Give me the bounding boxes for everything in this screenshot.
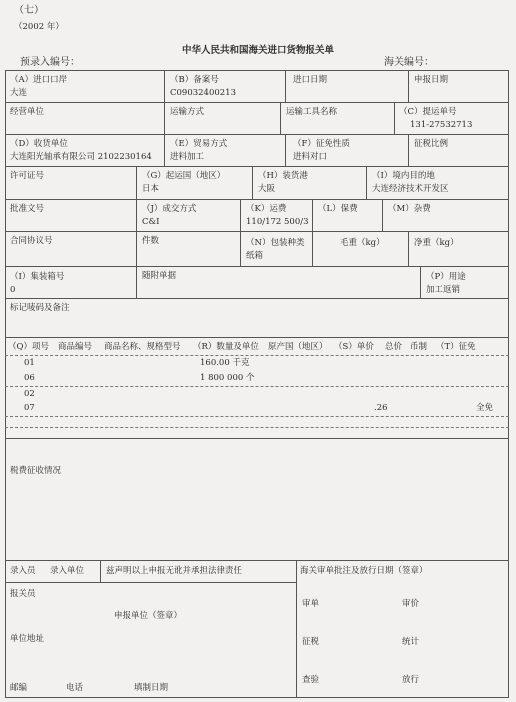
customs-number-label: 海关编号： bbox=[384, 57, 434, 68]
goods-header-quantity: （R）数量及单位 bbox=[193, 342, 259, 352]
goods-header-total: 总价 bbox=[385, 342, 403, 352]
statistics-label: 统计 bbox=[402, 637, 420, 647]
package-type-label: （N）包装种类 bbox=[246, 238, 305, 248]
net-weight-label: 净重（kg） bbox=[414, 238, 459, 248]
deal-mode-value: C&I bbox=[142, 217, 160, 227]
declare-date-label: 申报日期 bbox=[414, 75, 449, 85]
record-number-value: C09032400213 bbox=[170, 88, 236, 98]
inspect-label: 查验 bbox=[302, 675, 320, 685]
fill-date-label: 填制日期 bbox=[134, 683, 169, 693]
import-port-label: （A）进口口岸 bbox=[10, 75, 68, 85]
exemption-value: 进料对口 bbox=[293, 152, 328, 162]
exemption-label: （F）征免性质 bbox=[293, 139, 350, 149]
package-type-value: 纸箱 bbox=[246, 251, 264, 261]
goods-header-item: （Q）项号 bbox=[8, 342, 49, 352]
form-title: 中华人民共和国海关进口货物报关单 bbox=[181, 45, 334, 56]
destination-label: （I）境内目的地 bbox=[372, 171, 435, 181]
goods-header-code: 商品编号 bbox=[58, 342, 93, 352]
attached-docs-label: 随附单据 bbox=[142, 271, 177, 281]
goods-header-currency: 币制 bbox=[410, 342, 428, 352]
loading-port-value: 大阪 bbox=[258, 184, 276, 194]
license-label: 许可证号 bbox=[10, 171, 45, 181]
tax-ratio-label: 征税比例 bbox=[414, 139, 449, 149]
section-number: （七） bbox=[14, 5, 44, 16]
contract-number-label: 合同协议号 bbox=[10, 236, 53, 246]
consignee-value: 大连阳光轴承有限公司 2102230164 bbox=[10, 152, 152, 162]
trade-mode-value: 进料加工 bbox=[170, 152, 205, 162]
levy-label: 征税 bbox=[302, 637, 320, 647]
freight-label: （K）运费 bbox=[246, 204, 287, 214]
consignee-label: （D）收货单位 bbox=[10, 139, 68, 149]
review-label: 审单 bbox=[302, 599, 320, 609]
destination-value: 大连经济技术开发区 bbox=[372, 184, 449, 194]
goods-header-exemption: （T）征免 bbox=[436, 342, 476, 352]
record-number-label: （B）备案号 bbox=[170, 75, 219, 85]
tax-collection-label: 税费征收情况 bbox=[10, 466, 62, 476]
goods-row-1-item: 01 bbox=[24, 358, 35, 368]
customs-approval-label: 海关审单批注及放行日期（签章） bbox=[300, 566, 428, 576]
purpose-value: 加工返销 bbox=[426, 285, 461, 295]
declaration-form bbox=[5, 70, 509, 698]
goods-row-3-item: 02 bbox=[24, 389, 35, 399]
trade-mode-label: （E）贸易方式 bbox=[170, 139, 228, 149]
origin-country-label: （G）起运国（地区） bbox=[142, 171, 226, 181]
declare-unit-seal-label: 申报单位（签章） bbox=[114, 611, 183, 621]
container-number-label: （I）集装箱号 bbox=[10, 272, 65, 282]
unit-address-label: 单位地址 bbox=[10, 634, 45, 644]
goods-header-unit-price: （S）单价 bbox=[334, 342, 374, 352]
goods-header-origin: 原产国（地区） bbox=[268, 342, 328, 352]
goods-row-2-item: 06 bbox=[24, 373, 35, 383]
bill-number-label: （C）提运单号 bbox=[399, 107, 457, 117]
marks-remarks-label: 标记唛码及备注 bbox=[10, 303, 70, 313]
goods-row-4-exemption: 全免 bbox=[476, 403, 494, 413]
goods-row-2-qty: 1 800 000 个 bbox=[200, 373, 255, 383]
goods-row-1-qty: 160.00 千克 bbox=[200, 358, 250, 368]
goods-row-4-price: .26 bbox=[374, 403, 388, 413]
pieces-label: 件数 bbox=[142, 236, 160, 246]
approval-number-label: 批准文号 bbox=[10, 204, 45, 214]
goods-row-4-item: 07 bbox=[24, 403, 35, 413]
declaration-statement: 兹声明以上申报无讹并承担法律责任 bbox=[106, 566, 243, 576]
form-year: （2002 年） bbox=[14, 22, 64, 32]
gross-weight-label: 毛重（kg） bbox=[340, 238, 385, 248]
appraise-label: 审价 bbox=[402, 599, 420, 609]
postcode-label: 邮编 bbox=[10, 683, 28, 693]
release-label: 放行 bbox=[402, 675, 420, 685]
pre-entry-number-label: 预录入编号： bbox=[20, 57, 80, 68]
entry-person-label: 录入员 bbox=[10, 566, 36, 576]
import-date-label: 进口日期 bbox=[293, 75, 328, 85]
deal-mode-label: （J）成交方式 bbox=[142, 204, 197, 214]
entry-unit-label: 录入单位 bbox=[50, 566, 85, 576]
container-number-value: 0 bbox=[10, 285, 16, 295]
operator-label: 经营单位 bbox=[10, 107, 45, 117]
loading-port-label: （H）装货港 bbox=[258, 171, 308, 181]
bill-number-value: 131-27532713 bbox=[410, 120, 473, 130]
insurance-label: （L）保费 bbox=[318, 204, 358, 214]
origin-country-value: 日本 bbox=[142, 184, 160, 194]
transport-mode-label: 运输方式 bbox=[170, 107, 205, 117]
declarant-label: 报关员 bbox=[10, 589, 36, 599]
purpose-label: （P）用途 bbox=[426, 272, 466, 282]
transport-tool-label: 运输工具名称 bbox=[286, 107, 338, 117]
freight-value: 110/172 500/3 bbox=[246, 217, 309, 227]
misc-fee-label: （M）杂费 bbox=[388, 204, 431, 214]
goods-header-name: 商品名称、规格型号 bbox=[104, 342, 181, 352]
import-port-value: 大连 bbox=[10, 88, 28, 98]
phone-label: 电话 bbox=[66, 683, 84, 693]
